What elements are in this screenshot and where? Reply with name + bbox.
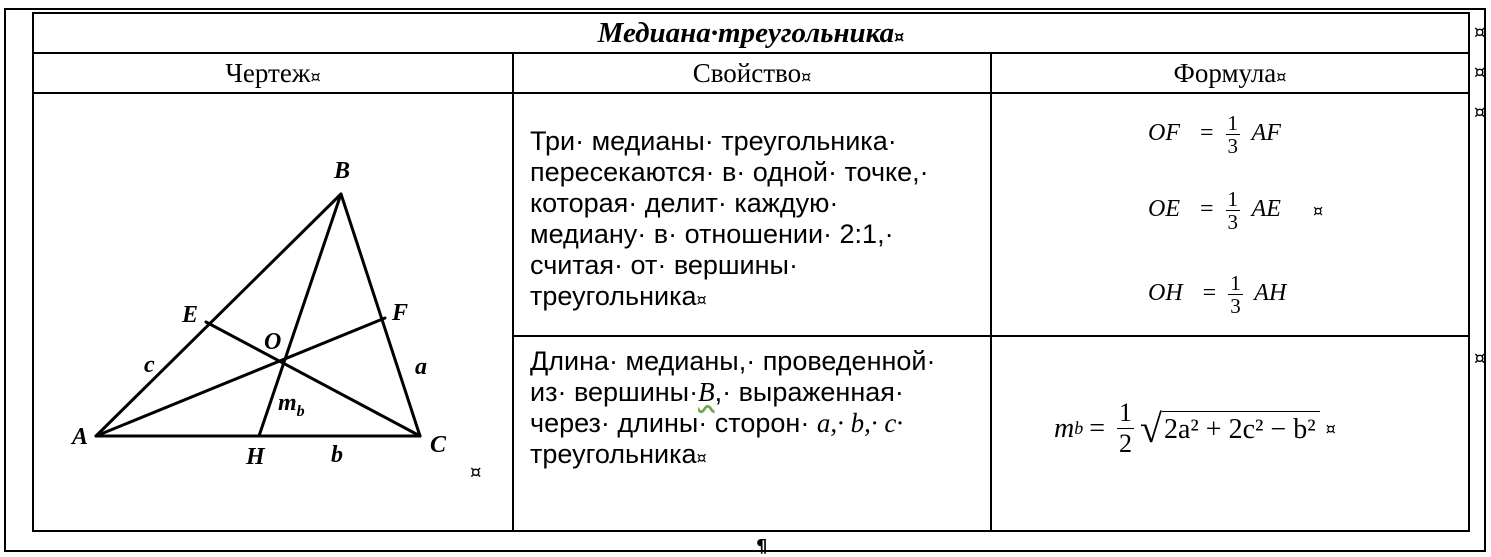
property-line: Длина· медианы,· проведенной· <box>530 346 936 376</box>
midpoint-label-E: E <box>182 302 199 328</box>
median-BH <box>259 194 341 436</box>
row-end-mark: ¤ <box>1474 348 1486 369</box>
table-title-text: Медиана·треугольника <box>597 17 895 49</box>
header-drawing-label: Чертеж <box>225 58 311 88</box>
radicand: 2a² + 2c² − b² <box>1162 411 1320 446</box>
header-formula <box>992 54 1468 92</box>
cell-end-mark: ¤ <box>894 27 905 46</box>
property-line: через· длины· сторон· a,· b,· c· <box>530 408 904 438</box>
side-label-b: b <box>331 442 343 468</box>
median-label-mb: $m_b$ <box>278 390 305 420</box>
fraction: $\frac{1}{2}$ <box>1119 398 1133 458</box>
table-right-border <box>1468 12 1470 532</box>
side-label-c: c <box>144 352 155 378</box>
cell-end-mark: ¤ <box>310 67 321 86</box>
cell-end-mark: ¤ <box>1325 419 1336 438</box>
property-line: пересекаются· в· одной· точке,· <box>530 157 929 187</box>
header-property <box>514 54 990 92</box>
side-AB <box>96 194 341 436</box>
header-property-label: Свойство <box>692 58 802 88</box>
property-median-length <box>530 346 976 473</box>
row-end-mark: ¤ <box>1474 62 1486 83</box>
property-line: медиану· в· отношении· 2:1,· <box>530 219 894 249</box>
fraction: $\frac{1}{3}$ <box>1227 111 1239 158</box>
property-line: из· вершины·B,· выраженная· <box>530 377 904 407</box>
centroid-label-O: O <box>264 329 282 355</box>
formula-OH: OH = $\frac{1}{3}$ AH <box>1148 271 1287 318</box>
midpoint-label-H: H <box>246 444 265 470</box>
table-bottom-border <box>32 530 1470 532</box>
property-line: которая· делит· каждую· <box>530 188 839 218</box>
header-formula-label: Формула <box>1173 58 1277 88</box>
formula-OF: OF = $\frac{1}{3}$ AF <box>1148 111 1281 158</box>
vertex-label-C: C <box>430 432 447 458</box>
property-line: считая· от· вершины· <box>530 250 798 280</box>
vertex-label-A: A <box>72 424 89 450</box>
cell-end-mark: ¤ <box>696 448 707 467</box>
cell-end-mark: ¤ <box>470 462 482 483</box>
cell-end-mark: ¤ <box>1312 201 1324 221</box>
paragraph-mark: ¶ <box>756 536 768 557</box>
fraction: $\frac{1}{3}$ <box>1230 271 1241 318</box>
table-title <box>34 14 1468 52</box>
cell-end-mark: ¤ <box>1276 67 1287 86</box>
property-line-last: треугольника¤ <box>530 281 707 311</box>
cell-end-mark: ¤ <box>801 67 812 86</box>
row-end-mark: ¤ <box>1474 22 1486 43</box>
side-label-a: a <box>415 354 427 380</box>
midpoint-label-F: F <box>392 300 409 326</box>
property-line: Три· медианы· треугольника· <box>530 126 897 156</box>
column-divider-1 <box>512 52 514 532</box>
triangle-drawing <box>34 94 512 530</box>
formula-median-length: m b = $\frac{1}{2}$ √ 2a² + 2c² − b² ¤ <box>1054 398 1336 458</box>
header-drawing <box>34 54 512 92</box>
sqrt-sign: √ <box>1140 405 1162 451</box>
cell-end-mark: ¤ <box>696 290 707 309</box>
formula-OE: OE = $\frac{1}{3}$ AE ¤ <box>1148 187 1324 234</box>
fraction: $\frac{1}{3}$ <box>1227 187 1239 234</box>
median-AF <box>96 318 385 436</box>
column-divider-2 <box>990 52 992 532</box>
property-centroid <box>530 126 976 315</box>
property-line-last: треугольника¤ <box>530 439 707 469</box>
vertex-label-B: B <box>334 158 351 184</box>
row-end-mark: ¤ <box>1474 102 1486 123</box>
